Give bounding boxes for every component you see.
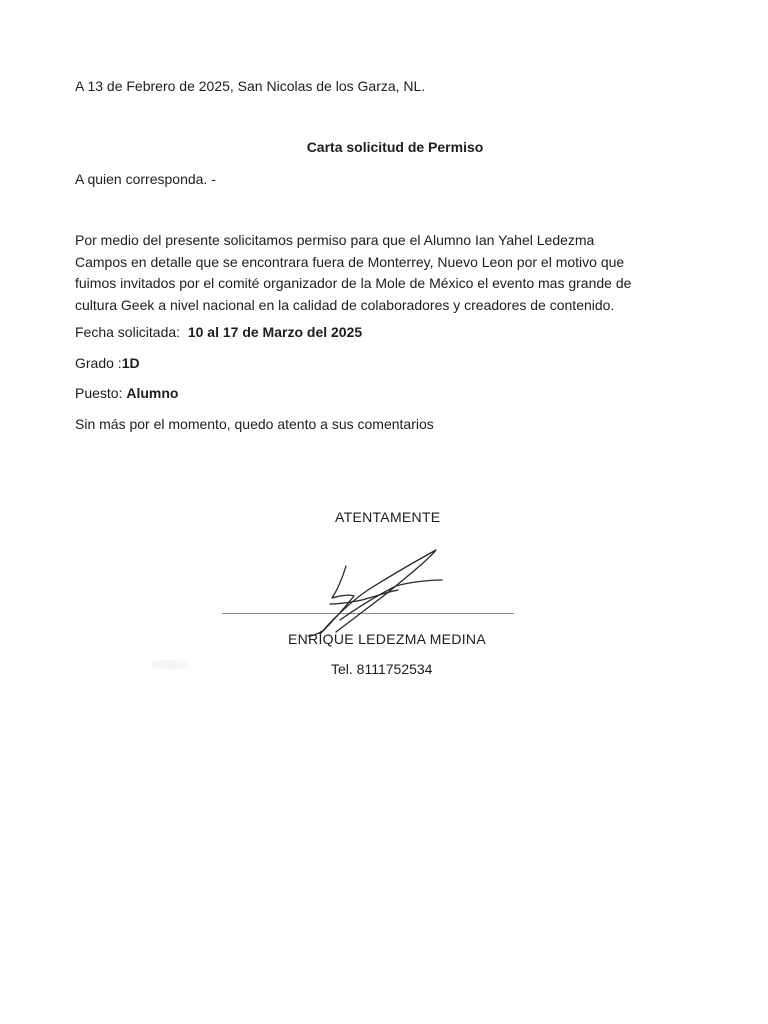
atentamente: ATENTAMENTE [335,509,441,525]
letter-title: Carta solicitud de Permiso [306,139,484,155]
body-line: Por medio del presente solicitamos permiso para que el Alumno Ian Yahel Ledezma [75,232,595,248]
puesto-label: Puesto: [75,385,123,401]
greeting: A quien corresponda. - [75,171,216,187]
puesto-value: Alumno [126,385,179,401]
grado [75,353,140,373]
grado-label: Grado : [75,355,122,371]
body-paragraph [75,230,695,316]
signer-name: ENRIQUE LEDEZMA MEDINA [288,631,486,647]
paper-smudge [150,660,190,670]
body-line: cultura Geek a nivel nacional en la calidad de colaboradores y creadores de contenido. [75,296,615,313]
signer-phone: Tel. 8111752534 [331,661,433,677]
fecha-value: 10 al 17 de Marzo del 2025 [187,324,363,340]
date-place: A 13 de Febrero de 2025, San Nicolas de los Garza, NL. [75,78,426,94]
fecha-label: Fecha solicitada: [75,324,181,340]
body-line: fuimos invitados por el comité organizador de la Mole de México el evento mas grande de [75,275,632,291]
grado-value: 1D [121,355,140,371]
body-line: Campos en detalle que se encontrara fuera de Monterrey, Nuevo Leon por el motivo que [75,253,625,270]
puesto [75,383,178,403]
fecha-solicitada [75,322,362,342]
closing-text: Sin más por el momento, quedo atento a sus comentarios [75,416,434,432]
